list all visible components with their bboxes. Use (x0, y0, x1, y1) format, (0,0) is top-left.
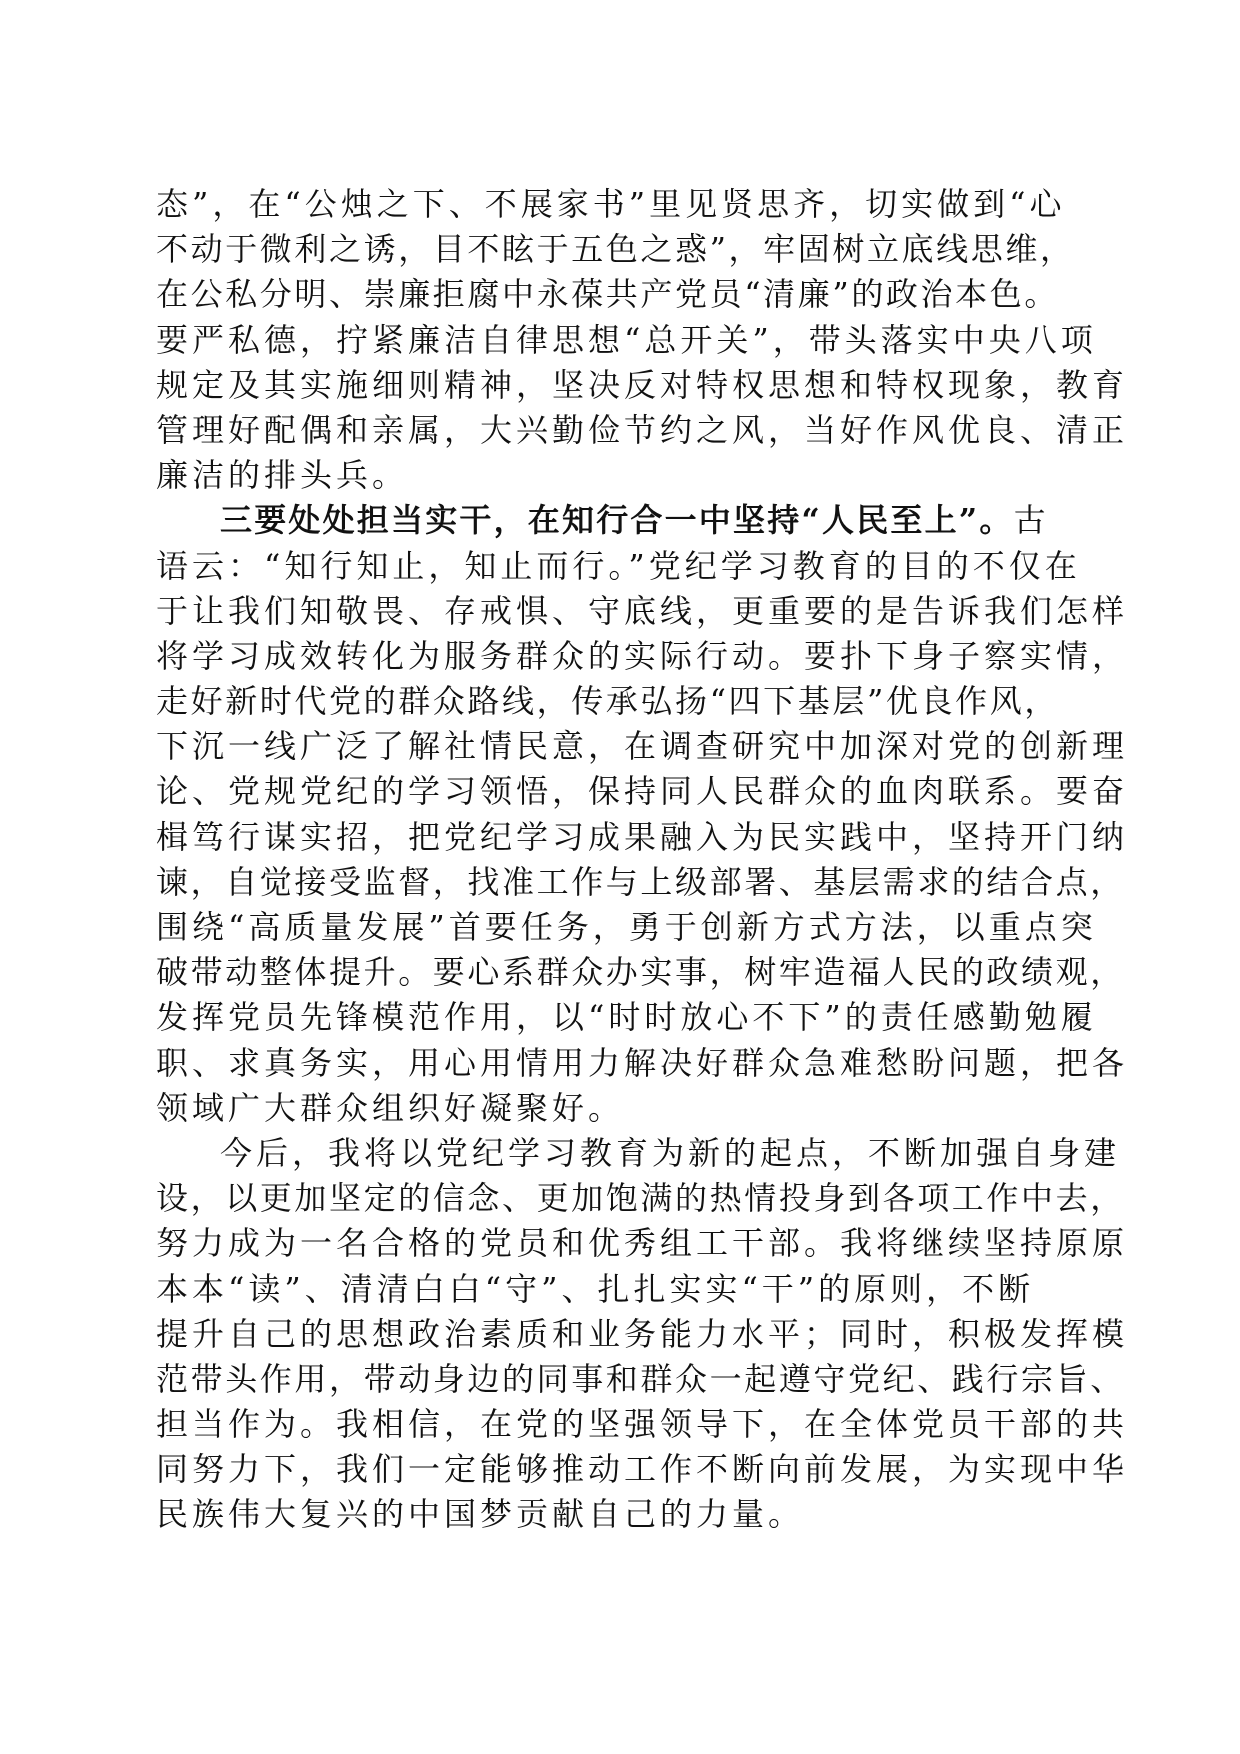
text-line: 走好新时代党的群众路线，传承弘扬“四下基层”优良作风， (156, 682, 1059, 721)
text-line: 论、党规党纪的学习领悟，保持同人民群众的血肉联系。要奋 (156, 772, 1129, 811)
heading-continuation: 古 (1013, 501, 1050, 540)
text-line: 廉洁的排头兵。 (156, 456, 409, 495)
text-line: 下沉一线广泛了解社情民意，在调查研究中加深对党的创新理 (156, 727, 1129, 766)
text-line: 提升自己的思想政治素质和业务能力水平；同时，积极发挥模 (156, 1314, 1129, 1353)
text-line: 同努力下，我们一定能够推动工作不断向前发展，为实现中华 (156, 1450, 1129, 1489)
text-line: 楫笃行谋实招，把党纪学习成果融入为民实践中，坚持开门纳 (156, 817, 1129, 856)
text-line: 本本“读”、清清白白“守”、扎扎实实“干”的原则，不断 (156, 1269, 1035, 1308)
text-line: 在公私分明、崇廉拒腐中永葆共产党员“清廉”的政治本色。 (156, 275, 1059, 314)
text-line: 要严私德，拧紧廉洁自律思想“总开关”，带头落实中央八项 (156, 320, 1097, 359)
text-line: 设，以更加坚定的信念、更加饱满的热情投身到各项工作中去， (156, 1179, 1125, 1218)
text-line: 担当作为。我相信，在党的坚强领导下，在全体党员干部的共 (156, 1405, 1129, 1444)
text-line: 领域广大群众组织好凝聚好。 (156, 1088, 625, 1127)
text-line: 民族伟大复兴的中国梦贡献自己的力量。 (156, 1495, 805, 1534)
text-line: 职、求真务实，用心用情用力解决好群众急难愁盼问题，把各 (156, 1043, 1129, 1082)
text-line: 谏，自觉接受监督，找准工作与上级部署、基层需求的结合点， (156, 862, 1125, 901)
text-line: 范带头作用，带动身边的同事和群众一起遵守党纪、践行宗旨、 (156, 1359, 1125, 1398)
paragraph-first-line: 今后，我将以党纪学习教育为新的起点，不断加强自身建 (220, 1133, 1121, 1172)
text-line: 将学习成效转化为服务群众的实际行动。要扑下身子察实情， (156, 636, 1129, 675)
text-line: 努力成为一名合格的党员和优秀组工干部。我将继续坚持原原 (156, 1224, 1129, 1263)
paragraph-heading-line (156, 498, 1070, 543)
text-line: 态”，在“公烛之下、不展家书”里见贤思齐，切实做到“心 (156, 185, 1066, 223)
text-line: 围绕“高质量发展”首要任务，勇于创新方式方法，以重点突 (156, 908, 1097, 946)
text-line: 不动于微利之诱，目不眩于五色之惑”，牢固树立底线思维， (156, 230, 1075, 269)
text-line: 语云：“知行知止，知止而行。”党纪学习教育的目的不仅在 (156, 546, 1081, 585)
text-line: 破带动整体提升。要心系群众办实事，树牢造福人民的政绩观， (156, 953, 1125, 992)
text-line: 管理好配偶和亲属，大兴勤俭节约之风，当好作风优良、清正 (156, 410, 1129, 449)
text-line: 规定及其实施细则精神，坚决反对特权思想和特权现象，教育 (156, 365, 1129, 404)
text-line: 于让我们知敬畏、存戒惧、守底线，更重要的是告诉我们怎样 (156, 591, 1129, 630)
text-line: 发挥党员先锋模范作用，以“时时放心不下”的责任感勤勉履 (156, 998, 1097, 1037)
paragraph-heading: 三要处处担当实干，在知行合一中坚持“人民至上”。 (220, 501, 1014, 540)
document-body (156, 182, 1129, 1538)
